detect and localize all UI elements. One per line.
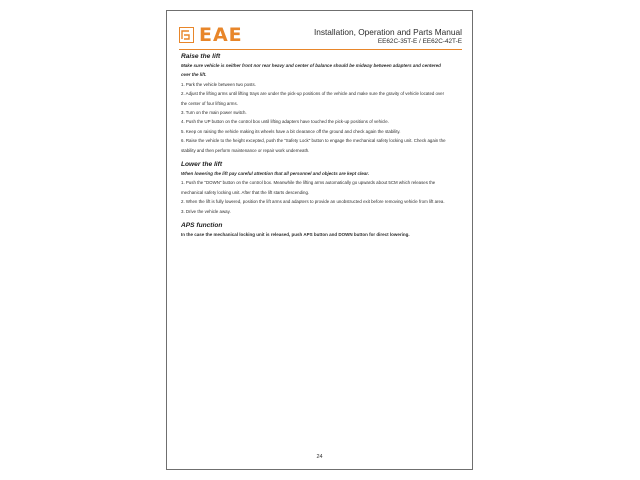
raise-step-6: 6. Raise the vehicle to the height excepted, push the "Safety Lock" button to engage the mechanical safety locking unit. Check again the stability and then perform maintenance or repair work underneath. <box>181 138 446 153</box>
raise-step-3: 3. Turn on the main power switch. <box>181 110 247 116</box>
logo-mark-icon <box>179 27 194 43</box>
raise-lift-heading: Raise the lift <box>181 53 221 60</box>
page-header <box>179 19 462 49</box>
aps-function-heading: APS function <box>181 222 223 230</box>
eae-logo <box>179 24 259 47</box>
logo-text: EAE <box>199 24 243 46</box>
page-number: 24 <box>316 454 323 460</box>
document-title: Installation, Operation and Parts Manual <box>313 27 462 37</box>
lower-step-2: 2. When the lift is fully lowered, position the lift arms and adapters to provide an unobstructed exit before removing vehicle from lift area. <box>181 199 445 205</box>
header-divider <box>179 49 462 50</box>
raise-step-1: 1. Park the vehicle between two posts. <box>181 81 256 87</box>
manual-page <box>166 10 473 470</box>
lower-step-1: 1. Push the "DOWN" button on the control box. Meanwhile the lifting arms automatically go upwards about 5CM which releases the mechanical safety locking unit. After that the lift starts descending. <box>181 180 436 195</box>
page-content <box>181 52 449 240</box>
model-numbers: EE62C-35T-E / EE62C-42T-E <box>377 38 462 45</box>
lower-lift-warning: When lowering the lift pay careful attention that all personnel and objects are kept clear. <box>181 171 370 177</box>
raise-lift-warning: Make sure vehicle is neither front nor rear heavy and center of balance should be midway between adapters and centered over the lift. <box>181 63 441 78</box>
raise-step-5: 5. Keep on raising the vehicle making its wheels have a bit clearance off the ground and check again the stability. <box>181 128 401 134</box>
aps-function-text: In the case the mechanical locking unit is released, push APS button and DOWN button for direct lowering. <box>181 232 410 238</box>
lower-lift-heading: Lower the lift <box>181 161 223 169</box>
raise-step-4: 4. Push the UP button on the control box until lifting adapters have touched the pick-up positions of vehicle. <box>181 119 389 125</box>
raise-step-2: 2. Adjust the lifting arms until lifting trays are under the pick-up positions of the vehicle and make sure the gravity of vehicle located over the center of four lifting arms. <box>181 91 445 106</box>
lower-step-3: 3. Drive the vehicle away. <box>181 208 231 214</box>
